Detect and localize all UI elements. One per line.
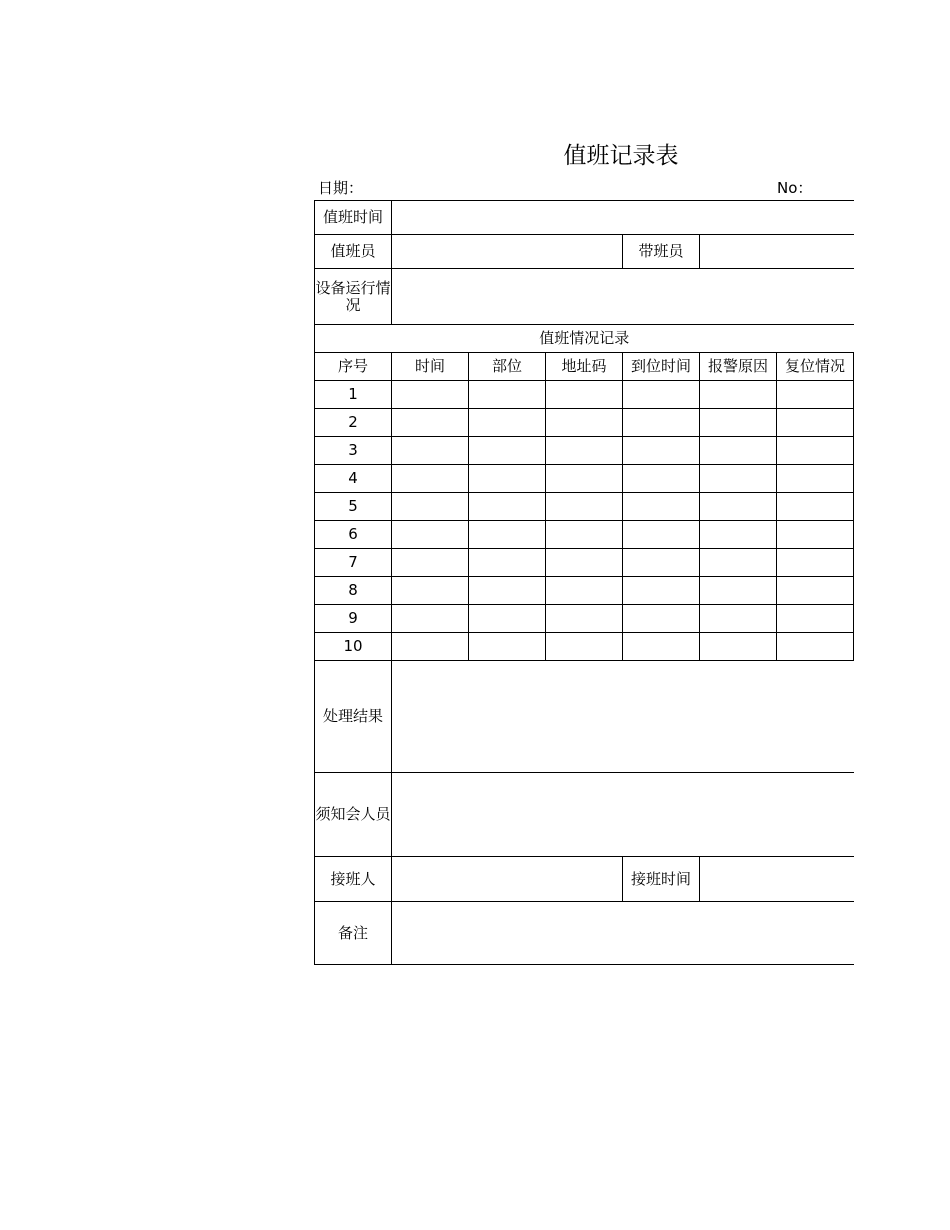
leader-field[interactable] xyxy=(700,235,854,269)
record-index: 3 xyxy=(315,437,392,465)
column-header-alarm-cause: 报警原因 xyxy=(700,353,777,381)
record-cell[interactable] xyxy=(777,605,854,633)
record-cell[interactable] xyxy=(392,633,469,661)
record-cell[interactable] xyxy=(392,605,469,633)
record-cell[interactable] xyxy=(469,437,546,465)
result-field[interactable] xyxy=(392,661,854,773)
record-index: 5 xyxy=(315,493,392,521)
record-cell[interactable] xyxy=(777,437,854,465)
staff-row xyxy=(315,235,854,269)
record-row xyxy=(315,465,854,493)
record-cell[interactable] xyxy=(700,437,777,465)
record-index: 7 xyxy=(315,549,392,577)
record-cell[interactable] xyxy=(623,633,700,661)
record-index: 6 xyxy=(315,521,392,549)
record-cell[interactable] xyxy=(777,633,854,661)
remark-label: 备注 xyxy=(315,902,392,965)
column-header-time: 时间 xyxy=(392,353,469,381)
equipment-row xyxy=(315,269,854,325)
record-cell[interactable] xyxy=(777,521,854,549)
record-row xyxy=(315,605,854,633)
equipment-label: 设备运行情况 xyxy=(315,269,392,325)
record-index: 1 xyxy=(315,381,392,409)
record-cell[interactable] xyxy=(546,577,623,605)
record-cell[interactable] xyxy=(777,409,854,437)
record-cell[interactable] xyxy=(700,605,777,633)
record-row xyxy=(315,521,854,549)
record-cell[interactable] xyxy=(469,465,546,493)
column-header-index: 序号 xyxy=(315,353,392,381)
record-row xyxy=(315,437,854,465)
record-row xyxy=(315,409,854,437)
record-cell[interactable] xyxy=(392,381,469,409)
receive-time-label: 接班时间 xyxy=(623,857,700,902)
receiver-field[interactable] xyxy=(392,857,623,902)
record-cell[interactable] xyxy=(623,465,700,493)
record-cell[interactable] xyxy=(469,549,546,577)
duty-record-form xyxy=(314,200,854,965)
record-row xyxy=(315,633,854,661)
record-cell[interactable] xyxy=(777,549,854,577)
page-title: 值班记录表 xyxy=(563,143,679,169)
column-header-arrival-time: 到位时间 xyxy=(623,353,700,381)
record-cell[interactable] xyxy=(700,577,777,605)
record-cell[interactable] xyxy=(777,381,854,409)
record-cell[interactable] xyxy=(623,549,700,577)
record-cell[interactable] xyxy=(546,633,623,661)
record-index: 9 xyxy=(315,605,392,633)
record-cell[interactable] xyxy=(469,521,546,549)
result-row xyxy=(315,661,854,773)
record-index: 4 xyxy=(315,465,392,493)
record-cell[interactable] xyxy=(392,549,469,577)
remark-row xyxy=(315,902,854,965)
record-cell[interactable] xyxy=(546,493,623,521)
record-index: 2 xyxy=(315,409,392,437)
record-cell[interactable] xyxy=(700,465,777,493)
record-cell[interactable] xyxy=(546,409,623,437)
record-cell[interactable] xyxy=(469,493,546,521)
record-row xyxy=(315,381,854,409)
shift-time-field[interactable] xyxy=(392,201,854,235)
record-cell[interactable] xyxy=(546,381,623,409)
date-label: 日期： xyxy=(318,179,364,197)
record-cell[interactable] xyxy=(546,605,623,633)
record-cell[interactable] xyxy=(700,493,777,521)
record-cell[interactable] xyxy=(700,549,777,577)
section-title: 值班情况记录 xyxy=(315,325,854,353)
record-cell[interactable] xyxy=(392,493,469,521)
record-cell[interactable] xyxy=(700,409,777,437)
record-cell[interactable] xyxy=(700,633,777,661)
record-index: 10 xyxy=(315,633,392,661)
record-cell[interactable] xyxy=(623,577,700,605)
record-cell[interactable] xyxy=(546,465,623,493)
record-cell[interactable] xyxy=(700,381,777,409)
record-cell[interactable] xyxy=(546,437,623,465)
record-cell[interactable] xyxy=(777,493,854,521)
record-cell[interactable] xyxy=(546,549,623,577)
remark-field[interactable] xyxy=(392,902,854,965)
leader-label: 带班员 xyxy=(623,235,700,269)
column-header-location: 部位 xyxy=(469,353,546,381)
column-header-reset-status: 复位情况 xyxy=(777,353,854,381)
record-cell[interactable] xyxy=(469,633,546,661)
record-row xyxy=(315,493,854,521)
record-index: 8 xyxy=(315,577,392,605)
column-header-address-code: 地址码 xyxy=(546,353,623,381)
record-cell[interactable] xyxy=(469,605,546,633)
record-cell[interactable] xyxy=(700,521,777,549)
record-cell[interactable] xyxy=(392,521,469,549)
staff-field[interactable] xyxy=(392,235,623,269)
handover-row xyxy=(315,857,854,902)
record-cell[interactable] xyxy=(623,409,700,437)
record-cell[interactable] xyxy=(623,493,700,521)
record-cell[interactable] xyxy=(777,465,854,493)
notify-label: 须知会人员 xyxy=(315,773,392,857)
receiver-label: 接班人 xyxy=(315,857,392,902)
record-cell[interactable] xyxy=(392,577,469,605)
receive-time-field[interactable] xyxy=(700,857,854,902)
record-cell[interactable] xyxy=(392,465,469,493)
number-label: No： xyxy=(777,179,813,197)
record-cell[interactable] xyxy=(469,381,546,409)
record-cell[interactable] xyxy=(392,409,469,437)
record-cell[interactable] xyxy=(469,409,546,437)
record-cell[interactable] xyxy=(392,437,469,465)
record-cell[interactable] xyxy=(546,521,623,549)
staff-label: 值班员 xyxy=(315,235,392,269)
notify-row xyxy=(315,773,854,857)
result-label: 处理结果 xyxy=(315,661,392,773)
shift-time-row xyxy=(315,201,854,235)
notify-field[interactable] xyxy=(392,773,854,857)
record-row xyxy=(315,549,854,577)
record-cell[interactable] xyxy=(623,521,700,549)
record-cell[interactable] xyxy=(623,605,700,633)
record-cell[interactable] xyxy=(623,437,700,465)
record-cell[interactable] xyxy=(623,381,700,409)
record-header-row xyxy=(315,353,854,381)
shift-time-label: 值班时间 xyxy=(315,201,392,235)
equipment-field[interactable] xyxy=(392,269,854,325)
record-cell[interactable] xyxy=(777,577,854,605)
record-row xyxy=(315,577,854,605)
section-title-row xyxy=(315,325,854,353)
record-cell[interactable] xyxy=(469,577,546,605)
